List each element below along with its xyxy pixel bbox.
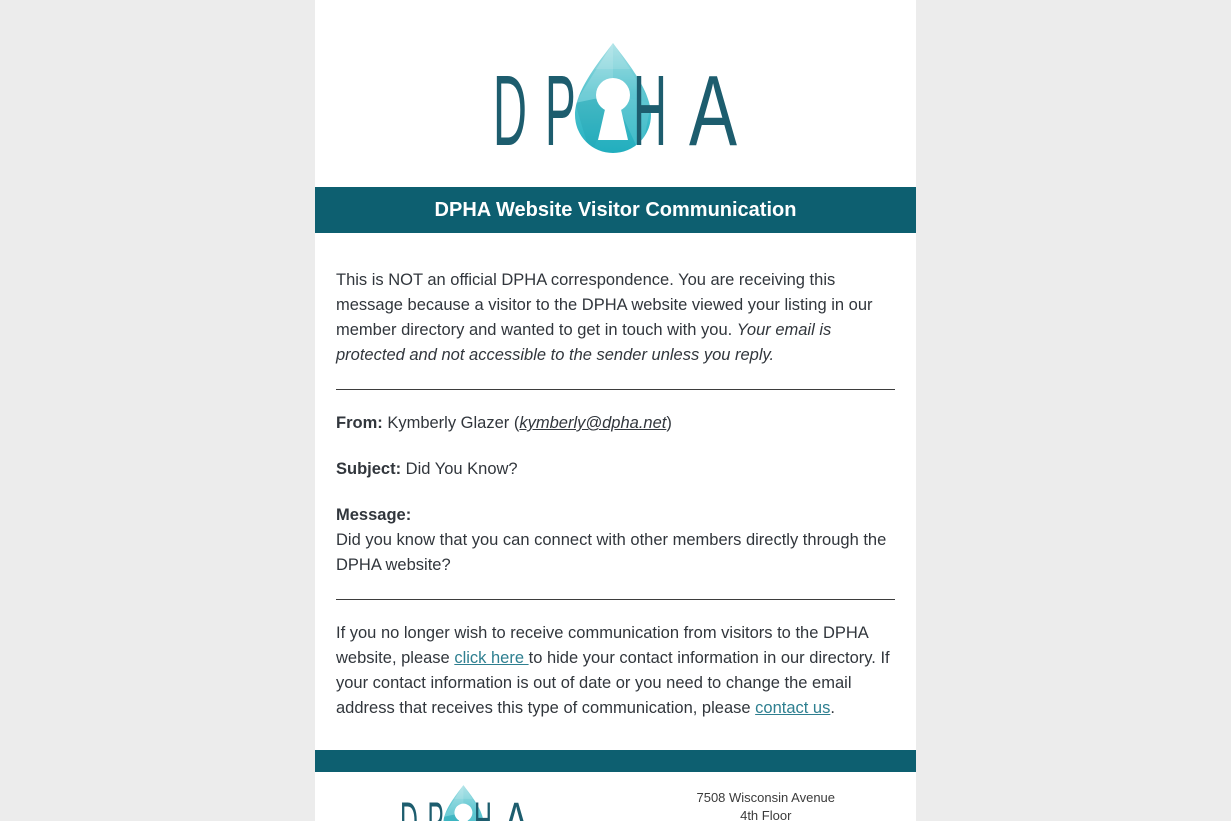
contact-us-link[interactable]: contact us [755, 699, 831, 717]
unsubscribe-paragraph [336, 621, 895, 721]
click-here-link[interactable]: click here [454, 649, 529, 667]
email-container [315, 0, 916, 821]
message-block [336, 503, 895, 578]
from-close-paren: ) [666, 414, 672, 432]
divider-bottom [336, 599, 895, 600]
subject-value: Did You Know? [401, 460, 518, 478]
banner [315, 187, 916, 233]
intro-italic-text: Your email is protected and not accessible to the sender unless you reply. [336, 321, 832, 364]
unsubscribe-text-1: If you no longer wish to receive communication from visitors to the DPHA website, please [336, 624, 868, 667]
email-header [315, 0, 916, 187]
from-label: From: [336, 414, 383, 432]
subject-line [336, 457, 895, 482]
dpha-logo [490, 43, 742, 156]
intro-paragraph [336, 268, 895, 368]
from-line [336, 411, 895, 436]
subject-label: Subject: [336, 460, 402, 478]
message-value: Did you know that you can connect with other members directly through the DPHA website? [336, 531, 887, 574]
sender-email-link[interactable]: kymberly@dpha.net [519, 414, 667, 432]
footer-logo-cell [315, 785, 616, 821]
footer-address [616, 785, 917, 821]
unsubscribe-text-2: to hide your contact information in our directory. If your contact information is out of date or you need to change the email address that receives this type of communication, please [336, 649, 890, 717]
unsubscribe-text-3: . [830, 699, 835, 717]
message-label: Message: [336, 506, 412, 524]
email-body [315, 233, 916, 750]
divider-top [336, 389, 895, 390]
from-name: Kymberly Glazer ( [382, 414, 520, 432]
intro-text: This is NOT an official DPHA correspondence. You are receiving this message because a visitor to the DPHA website viewed your listing in our member directory and wanted to get in touch with you. [336, 271, 873, 339]
email-footer [315, 772, 916, 821]
address-line-1: 7508 Wisconsin Avenue [696, 790, 836, 805]
footer-accent-bar [315, 750, 916, 772]
dpha-footer-logo [399, 785, 531, 821]
banner-title: DPHA Website Visitor Communication [434, 198, 797, 221]
address-line-2: 4th Floor [740, 808, 792, 821]
